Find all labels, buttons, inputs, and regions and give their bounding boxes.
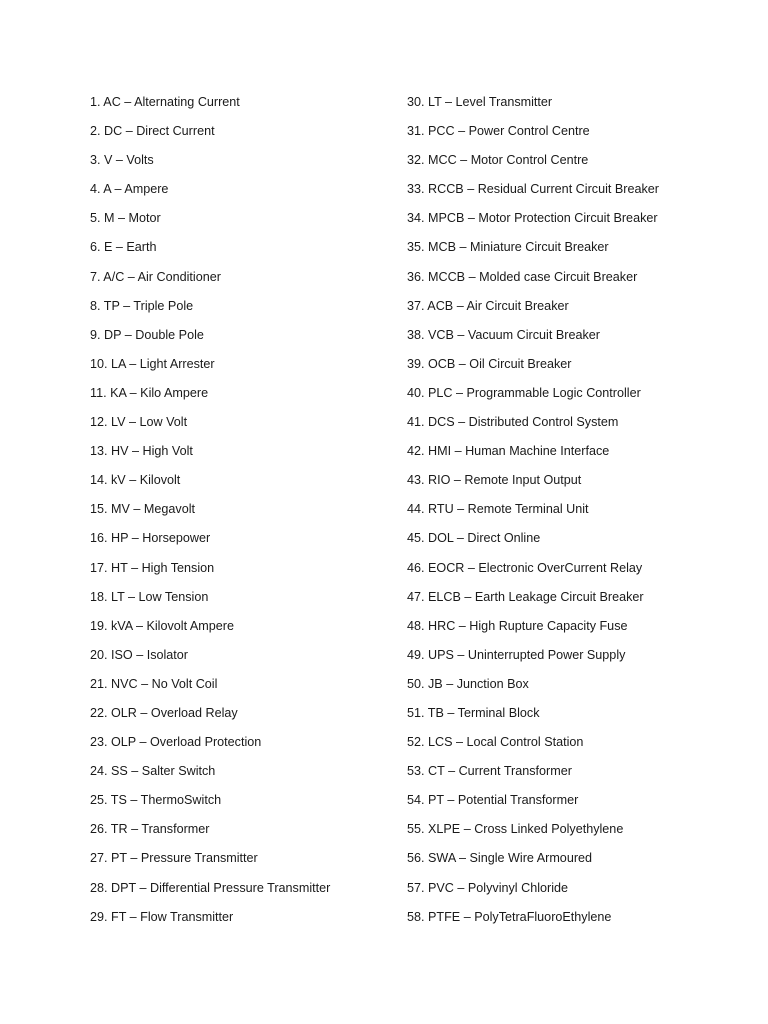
list-item: 44. RTU – Remote Terminal Unit [407, 502, 589, 517]
list-item: 32. MCC – Motor Control Centre [407, 153, 589, 168]
list-item: 37. ACB – Air Circuit Breaker [407, 298, 569, 313]
list-item: 41. DCS – Distributed Control System [407, 415, 619, 430]
list-item: 12. LV – Low Volt [90, 415, 188, 430]
list-item: 28. DPT – Differential Pressure Transmitter [90, 880, 331, 895]
list-item: 1. AC – Alternating Current [90, 95, 240, 109]
list-item: 7. A/C – Air Conditioner [90, 269, 221, 284]
list-item: 23. OLP – Overload Protection [90, 735, 262, 750]
list-item: 47. ELCB – Earth Leakage Circuit Breaker [407, 589, 644, 604]
list-item: 53. CT – Current Transformer [407, 764, 572, 779]
list-item: 21. NVC – No Volt Coil [90, 676, 218, 691]
list-item: 10. LA – Light Arrester [90, 356, 215, 371]
list-item: 34. MPCB – Motor Protection Circuit Breaker [407, 211, 658, 226]
list-item: 14. kV – Kilovolt [90, 473, 181, 488]
list-item: 45. DOL – Direct Online [407, 531, 541, 546]
list-item: 31. PCC – Power Control Centre [407, 124, 590, 139]
list-item: 55. XLPE – Cross Linked Polyethylene [407, 822, 624, 837]
list-item: 30. LT – Level Transmitter [407, 95, 553, 109]
list-item: 27. PT – Pressure Transmitter [90, 851, 258, 866]
list-item: 50. JB – Junction Box [407, 676, 529, 691]
list-item: 22. OLR – Overload Relay [90, 705, 238, 720]
list-item: 17. HT – High Tension [90, 560, 215, 575]
list-item: 40. PLC – Programmable Logic Controller [407, 385, 641, 400]
list-item: 43. RIO – Remote Input Output [407, 473, 582, 488]
list-item: 16. HP – Horsepower [90, 531, 211, 546]
list-item: 4. A – Ampere [90, 182, 169, 197]
list-item: 36. MCCB – Molded case Circuit Breaker [407, 269, 638, 284]
list-item: 24. SS – Salter Switch [90, 764, 216, 779]
list-item: 35. MCB – Miniature Circuit Breaker [407, 240, 609, 255]
list-item: 8. TP – Triple Pole [90, 298, 194, 313]
list-item: 58. PTFE – PolyTetraFluoroEthylene [407, 909, 612, 924]
list-item: 51. TB – Terminal Block [407, 705, 540, 720]
list-item: 48. HRC – High Rupture Capacity Fuse [407, 618, 628, 633]
list-item: 2. DC – Direct Current [90, 124, 215, 139]
abbreviation-list-right [407, 88, 747, 932]
list-item: 9. DP – Double Pole [90, 327, 204, 342]
list-item: 11. KA – Kilo Ampere [90, 385, 209, 400]
list-item: 5. M – Motor [90, 211, 161, 226]
list-item: 25. TS – ThermoSwitch [90, 793, 222, 808]
list-item: 13. HV – High Volt [90, 444, 193, 459]
list-item: 20. ISO – Isolator [90, 647, 189, 662]
list-item: 33. RCCB – Residual Current Circuit Breaker [407, 182, 659, 197]
list-item: 19. kVA – Kilovolt Ampere [90, 618, 234, 633]
list-item: 26. TR – Transformer [90, 822, 210, 837]
list-item: 46. EOCR – Electronic OverCurrent Relay [407, 560, 643, 575]
list-item: 3. V – Volts [90, 153, 154, 168]
abbreviation-list-left [90, 88, 390, 932]
list-item: 39. OCB – Oil Circuit Breaker [407, 356, 572, 371]
list-item: 18. LT – Low Tension [90, 589, 209, 604]
list-item: 54. PT – Potential Transformer [407, 793, 579, 808]
list-item: 38. VCB – Vacuum Circuit Breaker [407, 327, 600, 342]
list-item: 42. HMI – Human Machine Interface [407, 444, 610, 459]
list-item: 56. SWA – Single Wire Armoured [407, 851, 593, 866]
list-item: 52. LCS – Local Control Station [407, 735, 584, 750]
list-item: 15. MV – Megavolt [90, 502, 195, 517]
list-item: 49. UPS – Uninterrupted Power Supply [407, 647, 626, 662]
list-item: 29. FT – Flow Transmitter [90, 909, 234, 924]
list-item: 6. E – Earth [90, 240, 157, 255]
list-item: 57. PVC – Polyvinyl Chloride [407, 880, 568, 895]
